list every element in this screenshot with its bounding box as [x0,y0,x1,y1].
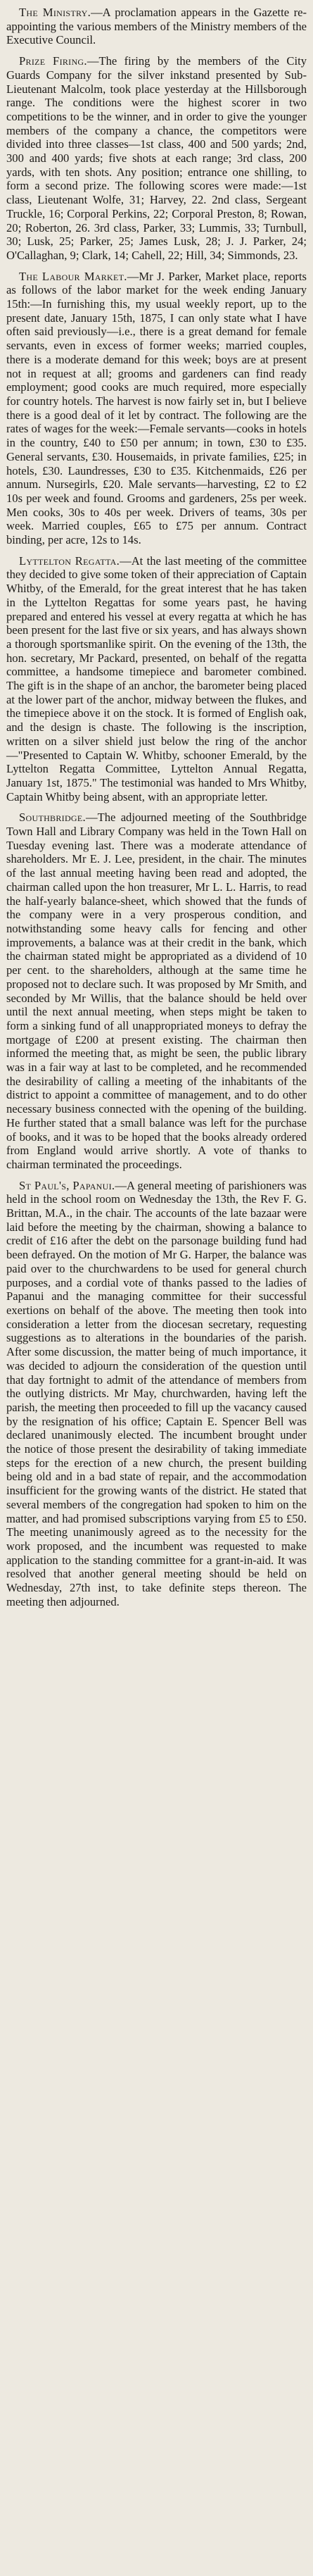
article-body: —At the last meeting of the committee they decided to give some token of their appreciation of Captain Whitby, of the Emerald, for the great interest that he has taken in the Lyttelton Regattas for some years past, he having prepared and entered his vessel at every regatta at which he has been present for the last five or six years, and has always shown a thorough sportsmanlike spirit. On the evening of the 13th, the hon. secretary, Mr Packard, presented, on behalf of the regatta committee, a handsome timepiece and barometer combined. The gift is in the shape of an anchor, the barometer being placed at the lower part of the anchor, midway between the flukes, and the timepiece above it on the stock. It is formed of English oak, and the design is chaste. The following is the inscription, written on a silver shield just below the ring of the anchor—"Presented to Captain W. Whitby, schooner Emerald, by the Lyttelton Regatta Committee, Lyttelton Annual Regatta, January 1st, 1875." The testimonial was handed to Mrs Whitby, Captain Whitby being absent, with an appropriate letter. [6,554,307,804]
article-headline: St Paul's, Papanui. [19,1178,115,1192]
article-prize-firing [6,54,307,263]
article-headline: Southbridge. [19,811,86,825]
article-headline: The Labour Market. [19,269,127,283]
article-st-pauls-papanui [6,1179,307,1609]
article-body: —The firing by the members of the City Guards Company for the silver inkstand presented by Sub-Lieutenant Malcolm, took place yesterday at the Hillsborough range. The conditions were the highest scorer in two competitions to be the winner, and in order to give the younger members of the company a chance, the competitors were divided into three classes—1st class, 400 and 500 yards; 2nd, 300 and 400 yards; five shots at each range; 3rd class, 200 yards, with ten shots. Any position; entrance one shilling, to form a second prize. The following scores were made:—1st class, Lieutenant Wolfe, 31; Harvey, 22. 2nd class, Sergeant Truckle, 16; Corporal Perkins, 22; Corporal Preston, 8; Rowan, 20; Roberton, 26. 3rd class, Parker, 33; Lummis, 33; Turnbull, 30; Lusk, 25; Parker, 25; James Lusk, 28; J. J. Parker, 24; O'Callaghan, 9; Clark, 14; Cahell, 22; Hill, 34; Simmonds, 23. [6,54,307,262]
article-headline: Prize Firing. [19,54,87,68]
article-body: —Mr J. Parker, Market place, reports as follows of the labor market for the week ending January 15th:—In furnishing this, my usual weekly report, up to the present date, January 15th, 1875, I can only state what I have often said previously—i.e., there is a great demand for female servants, even in excess of former weeks; married couples, there is a moderate demand for this week; boys are at present not in request at all; grooms and gardeners can find ready employment; good cooks are much required, more especially for country hotels. The harvest is now fairly set in, but I believe there is a good deal of it let by contract. The following are the rates of wages for the week:—Female servants—cooks in hotels in the country, £40 to £50 per annum; in town, £30 to £35. General servants, £30. Housemaids, in private families, £25; in hotels, £30. Laundresses, £30 to £35. Kitchenmaids, £26 per annum. Nursegirls, £20. Male servants—harvesting, £2 to £2 10s per week and found. Grooms and gardeners, 25s per week. Men cooks, 30s to 40s per week. Drivers of teams, 30s per week. Married couples, £65 to £75 per annum. Contract binding, per acre, 12s to 14s. [6,269,307,547]
article-body: —A general meeting of parishioners was held in the school room on Wednesday the 13th, the Rev F. G. Brittan, M.A., in the chair. The accounts of the late bazaar were laid before the meeting by the chairman, showing a balance to credit of £16 after the debt on the parsonage building fund had been defrayed. On the motion of Mr G. Harper, the balance was paid over to the churchwardens to be used for general church purposes, and a cordial vote of thanks passed to the ladies of Papanui and the managing committee for their successful exertions on behalf of the above. The meeting then took into consideration a letter from the diocesan secretary, requesting suggestions as to alterations in the boundaries of the parish. After some discussion, the matter being of much importance, it was decided to adjourn the consideration of the question until that day fortnight to admit of the attendance of members from the outlying districts. Mr May, churchwarden, having left the parish, the meeting then proceeded to fill up the vacancy caused by the resignation of his office; Captain E. Spencer Bell was declared unanimously elected. The incumbent brought under the notice of those present the desirability of taking immediate steps for the erection of a new church, the present building being old and in a bad state of repair, and the accommodation insufficient for the growing wants of the district. He stated that several members of the congregation had spoken to him on the matter, and had promised subscriptions varying from £5 to £50. The meeting unanimously agreed as to the necessity for the work proposed, and the incumbent was requested to make application to the standing committee for a grant-in-aid. It was resolved that another general meeting should be held on Wednesday, 27th inst, to take definite steps thereon. The meeting then adjourned. [6,1178,307,1608]
article-southbridge [6,811,307,1171]
article-body: —A proclamation appears in the Gazette re-appointing the various members of the Ministry members of the Executive Council. [6,6,307,47]
article-body: —The adjourned meeting of the Southbridge Town Hall and Library Company was held in the Town Hall on Tuesday evening last. There was a moderate attendance of shareholders. Mr E. J. Lee, president, in the chair. The minutes of the last annual meeting having been read and adopted, the chairman called upon the hon treasurer, Mr L. L. Harris, to read the half-yearly balance-sheet, which showed that the funds of the company were in a very prosperous condition, and notwithstanding some heavy calls for fencing and other improvements, a balance was at their credit in the bank, which the chairman stated might be appropriated as a dividend of 10 per cent. to the shareholders, although at the same time he proposed not to declare such. It was proposed by Mr Smith, and seconded by Mr Willis, that the balance should be held over until the next annual meeting, when steps might be taken to form a sinking fund of all unappropriated moneys to defray the mortgage of £200 at present existing. The chairman then informed the meeting that, as might be seen, the public library was in a fair way at last to be completed, and he recommended the desirability of calling a meeting of the inhabitants of the district to appoint a committee of management, and to do other necessary business connected with the opening of the building. He further stated that a small balance was left for the purchase of books, and it was to be hoped that the books already ordered from England would arrive shortly. A vote of thanks to chairman terminated the proceedings. [6,811,307,1171]
article-labour-market [6,270,307,547]
article-the-ministry [6,6,307,47]
article-headline: Lyttelton Regatta. [19,554,120,568]
article-headline: The Ministry. [19,6,91,19]
article-lyttelton-regatta [6,554,307,804]
